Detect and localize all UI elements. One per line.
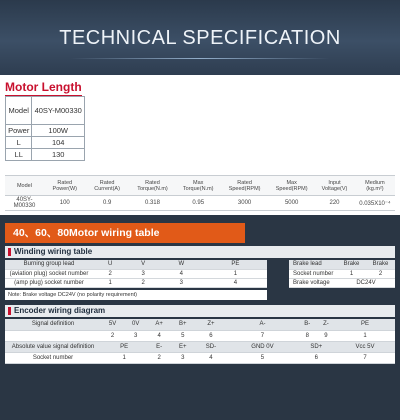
table-cell: Socket number: [289, 269, 337, 278]
encoder-heading: Encoder wiring diagram: [5, 305, 395, 317]
table-cell: Signal definition: [5, 319, 101, 330]
spec-header-cell: Max Speed(RPM): [269, 176, 314, 196]
spec-value-cell: 0.318: [129, 196, 177, 211]
table-cell: L: [6, 137, 32, 149]
table-cell: PE: [101, 341, 147, 352]
table-row: [5, 260, 267, 269]
table-cell: 1: [204, 269, 267, 278]
table-cell: 2: [147, 352, 171, 363]
spec-header-cell: Rated Torque(N.m): [129, 176, 177, 196]
table-cell: Z-: [317, 319, 335, 330]
table-cell: 1: [93, 278, 127, 287]
table-cell: 3: [124, 330, 147, 341]
table-cell: Brake lead: [289, 260, 337, 269]
spec-value-cell: 100: [44, 196, 86, 211]
table-cell: 1: [335, 330, 395, 341]
table-cell: E+: [171, 341, 195, 352]
table-cell: 3: [127, 269, 159, 278]
table-cell: 5: [227, 352, 297, 363]
table-cell: 100W: [32, 125, 85, 137]
table-row: [289, 278, 395, 287]
table-cell: 5V: [101, 319, 124, 330]
table-row: [6, 137, 85, 149]
table-cell: Absolute value signal definition: [5, 341, 101, 352]
table-cell: LL: [6, 149, 32, 161]
table-cell: Socket number: [5, 352, 101, 363]
table-cell: Power: [6, 125, 32, 137]
table-cell: 3: [171, 352, 195, 363]
spec-header-row: [5, 176, 395, 196]
table-row: [6, 149, 85, 161]
table-cell: [5, 330, 101, 341]
table-cell: PE: [204, 260, 267, 269]
table-cell: W: [159, 260, 204, 269]
table-cell: SD-: [195, 341, 228, 352]
wiring-banner: 40、60、80Motor wiring table: [5, 223, 245, 243]
table-cell: 5: [171, 330, 195, 341]
table-cell: Brake voltage: [289, 278, 337, 287]
table-cell: 4: [204, 278, 267, 287]
table-cell: 4: [195, 352, 228, 363]
table-cell: DC24V: [337, 278, 395, 287]
spec-table: [5, 175, 395, 211]
page-title: TECHNICAL SPECIFICATION: [59, 27, 341, 49]
spec-header-cell: Input Voltage(V): [314, 176, 355, 196]
table-cell: 2: [101, 330, 124, 341]
table-cell: 8: [298, 330, 317, 341]
table-cell: Model: [6, 97, 32, 125]
spec-header-cell: Rated Current(A): [86, 176, 129, 196]
motor-length-table: [5, 96, 85, 161]
table-cell: 40SY-M00330: [32, 97, 85, 125]
table-cell: PE: [335, 319, 395, 330]
table-cell: 3: [159, 278, 204, 287]
table-cell: 4: [147, 330, 171, 341]
table-cell: 0V: [124, 319, 147, 330]
table-cell: E-: [147, 341, 171, 352]
table-cell: 104: [32, 137, 85, 149]
table-cell: V: [127, 260, 159, 269]
spec-value-cell: 220: [314, 196, 355, 211]
table-cell: Brake: [366, 260, 395, 269]
table-row: [6, 97, 85, 125]
table-cell: A-: [227, 319, 297, 330]
table-cell: (amp plug) socket number: [5, 278, 93, 287]
table-cell: 130: [32, 149, 85, 161]
spec-value-cell: 40SY-M00330: [5, 196, 44, 211]
table-cell: 6: [298, 352, 335, 363]
table-row: [5, 341, 395, 352]
brake-table: [289, 260, 395, 288]
table-cell: Vcc 5V: [335, 341, 395, 352]
table-cell: 6: [195, 330, 228, 341]
table-cell: Brake: [337, 260, 366, 269]
table-cell: Burning group lead: [5, 260, 93, 269]
table-row: [5, 269, 267, 278]
table-cell: B-: [298, 319, 317, 330]
table-cell: (aviation plug) socket number: [5, 269, 93, 278]
spec-header-cell: Model: [5, 176, 44, 196]
spec-value-cell: 0.95: [176, 196, 220, 211]
table-cell: SD+: [298, 341, 335, 352]
spec-value-cell: 0.9: [86, 196, 129, 211]
spec-value-cell: 0.035X10⁻⁴: [355, 196, 395, 211]
table-cell: 1: [101, 352, 147, 363]
table-cell: 4: [159, 269, 204, 278]
spec-header-cell: Medium (kg.m²): [355, 176, 395, 196]
motor-length-heading: Motor Length: [5, 80, 82, 94]
table-cell: A+: [147, 319, 171, 330]
table-cell: B+: [171, 319, 195, 330]
table-row: [289, 260, 395, 269]
table-row: [5, 278, 267, 287]
table-cell: GND 0V: [227, 341, 297, 352]
table-cell: 1: [337, 269, 366, 278]
table-row: [6, 125, 85, 137]
table-row: [289, 269, 395, 278]
encoder-table: [5, 319, 395, 364]
table-cell: U: [93, 260, 127, 269]
winding-heading: Winding wiring table: [5, 246, 395, 258]
table-cell: 2: [127, 278, 159, 287]
winding-table: [5, 260, 267, 288]
brake-voltage-note: Note: Brake voltage DC24V (no polarity requirement): [5, 290, 267, 300]
spec-value-cell: 5000: [269, 196, 314, 211]
table-cell: 7: [335, 352, 395, 363]
spec-value-cell: 3000: [220, 196, 269, 211]
table-cell: 2: [366, 269, 395, 278]
spec-header-cell: Rated Speed(RPM): [220, 176, 269, 196]
spec-header-cell: Rated Power(W): [44, 176, 86, 196]
table-row: [5, 319, 395, 330]
spec-value-row: [5, 196, 395, 211]
table-cell: 2: [93, 269, 127, 278]
table-cell: 9: [317, 330, 335, 341]
table-cell: Z+: [195, 319, 228, 330]
title-underline: [70, 58, 330, 59]
spec-header-cell: Max Torque(N.m): [176, 176, 220, 196]
table-row: [5, 330, 395, 341]
table-cell: 7: [227, 330, 297, 341]
table-row: [5, 352, 395, 363]
